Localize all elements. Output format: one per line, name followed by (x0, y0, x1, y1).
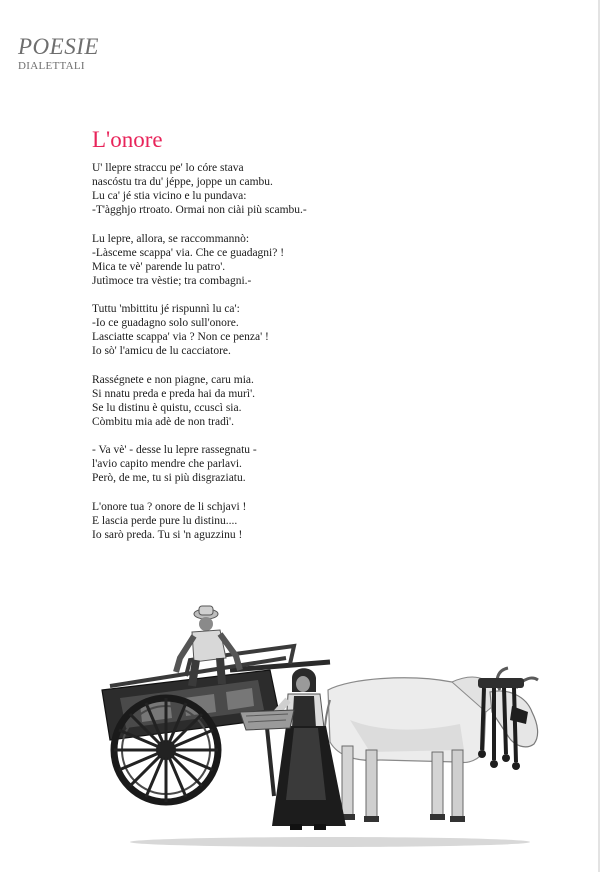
verse-line: E lascia perde pure lu distinu.... (92, 514, 238, 527)
verse-line: Lasciatte scappa' via ? Non ce penza' ! (92, 331, 269, 343)
poem-body (92, 161, 412, 556)
verse-line: Io sarò preda. Tu si 'n aguzzinu ! (92, 528, 243, 541)
stanza (92, 443, 412, 485)
header-subtitle: DIALETTALI (18, 60, 85, 72)
verse-line: L'onore tua ? onore de li schjavi ! (92, 500, 247, 513)
oxcart-illustration (80, 600, 560, 850)
stanza (92, 500, 412, 542)
header-brand (18, 34, 99, 72)
stanza (92, 161, 412, 217)
verse-line: Si nnatu preda e preda hai da murì'. (92, 387, 256, 400)
verse-line: -T'àgghjo rtroato. Ormai non ciài più scambu.- (92, 204, 307, 216)
verse-line: Jutìmoce tra vèstie; tra combagni.- (92, 274, 252, 287)
verse-line: Tuttu 'mbittitu jé rispunnì lu ca': (92, 303, 240, 315)
verse-line: Lu lepre, allora, se raccommannò: (92, 232, 250, 245)
verse-line: -Làsceme scappa' via. Che ce guadagni? ! (92, 246, 285, 259)
verse-line: Lu ca' jé stia vicino e lu pundava: (92, 190, 247, 202)
header-title: POESIE (18, 34, 99, 59)
verse-line: l'avio capito mendre che parlavi. (92, 458, 242, 470)
stanza (92, 302, 412, 358)
verse-line: Io sò' l'amicu de lu cacciatore. (92, 345, 231, 357)
verse-line: Però, de me, tu si più disgraziatu. (92, 472, 246, 484)
verse-line: nascóstu tra du' jéppe, joppe un cambu. (92, 176, 273, 188)
verse-line: Se lu distinu è quistu, ccuscì sia. (92, 401, 242, 414)
verse-line: Còmbitu mia adè de non tradì'. (92, 415, 234, 428)
stanza (92, 232, 412, 288)
verse-line: - Va vè' - desse lu lepre rassegnatu - (92, 444, 257, 456)
ground-shadow (130, 837, 530, 847)
verse-line: Rasségnete e non piagne, caru mia. (92, 373, 254, 386)
ox-figure (324, 668, 538, 822)
verse-line: Mica te vè' parende lu patro'. (92, 260, 226, 273)
stanza (92, 373, 412, 429)
verse-line: -Io ce guadagno solo sull'onore. (92, 317, 239, 329)
poem-title: L'onore (92, 127, 163, 152)
verse-line: U' llepre straccu pe' lo córe stava (92, 162, 244, 174)
